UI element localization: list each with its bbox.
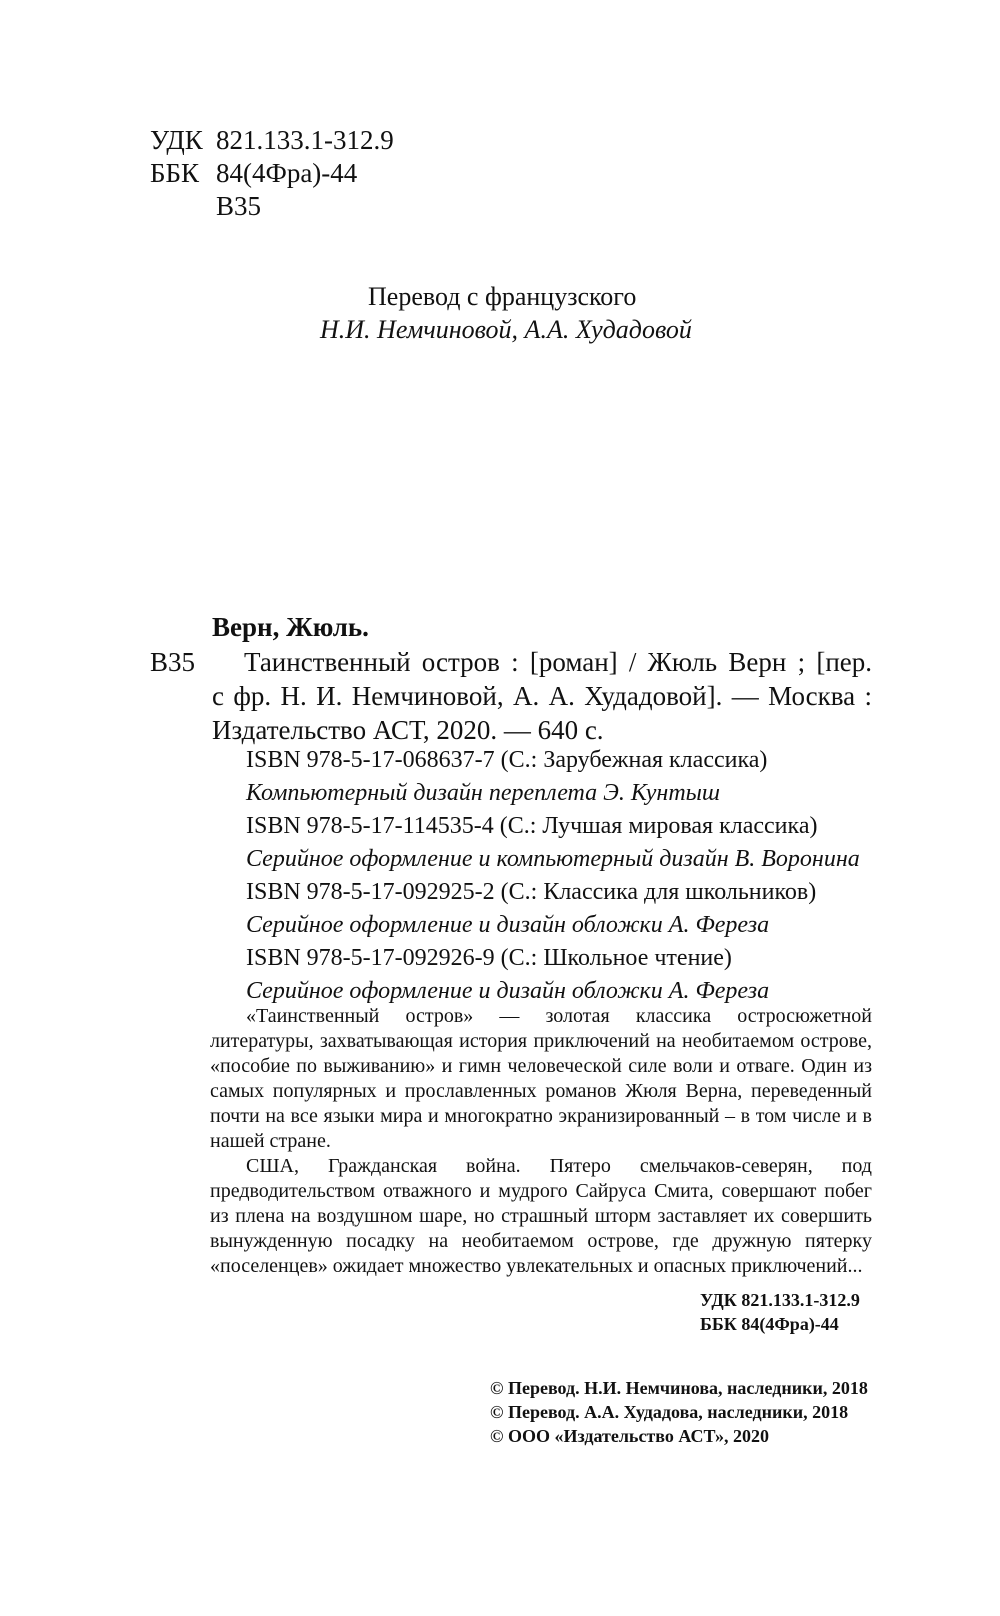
udk-value: 821.133.1-312.9 [216,125,394,155]
author-heading: Верн, Жюль. [212,612,369,642]
isbn-1: ISBN 978-5-17-068637-7 (С.: Зарубежная классика) [246,747,768,773]
bib-line-3: Издательство АСТ, 2020. — 640 с. [212,715,604,745]
bbk-label: ББК [150,158,200,188]
udk-top [150,124,394,157]
bib-line-1: Таинственный остров : [роман] / Жюль Верн ; [пер. [244,647,872,677]
bbk-value: 84(4Фра)-44 [216,158,358,188]
isbn-1-credit: Компьютерный дизайн переплета Э. Кунтыш [246,780,721,806]
annotation-paragraph-1: «Таинственный остров» — золотая классика остросюжетной литературы, захватывающая история приключений на необитаемом острове, «пособие по выживанию» и гимн человеческой силе воли и отваге. Один из самых популярных и прославленных романов Жюля Верна, переведенный почти на все языки мира и многократно экранизированный – в том числе и в нашей стране. [210,1005,872,1152]
isbn-2: ISBN 978-5-17-114535-4 (С.: Лучшая мировая классика) [246,813,818,839]
isbn-3-credit: Серийное оформление и дизайн обложки А. Фереза [246,912,770,938]
annotation-paragraph-2: США, Гражданская война. Пятеро смельчаков-северян, под предводительством отважного и мудрого Сайруса Смита, совершают побег из плена на воздушном шаре, но страшный шторм заставляет их совершить вынужденную посадку на необитаемом острове, где дружную пятерку «поселенцев» ожидает множество увлекательных и опасных приключений... [210,1155,872,1277]
isbn-4-credit: Серийное оформление и дизайн обложки А. Фереза [246,978,770,1004]
translation-line: Перевод с французского [368,282,637,311]
udk-label: УДК [150,125,203,155]
annotation [210,1004,872,1279]
bbk-top [150,157,357,190]
isbn-2-credit: Серийное оформление и компьютерный дизайн В. Воронина [246,846,860,872]
copyright-2: © Перевод. А.А. Худадова, наследники, 2018 [490,1402,849,1422]
isbn-block [246,744,860,1008]
author-mark: В35 [150,647,196,677]
copyright-1: © Перевод. Н.И. Немчинова, наследники, 2018 [490,1378,868,1398]
bib-line-2: с фр. Н. И. Немчиновой, А. А. Худадовой]. — Москва : [212,681,872,711]
bbk-bottom: ББК 84(4Фра)-44 [700,1314,839,1334]
author-mark-top: В35 [216,191,262,221]
isbn-4: ISBN 978-5-17-092926-9 (С.: Школьное чтение) [246,945,732,971]
udk-bottom: УДК 821.133.1-312.9 [700,1290,860,1310]
copyright-3: © ООО «Издательство АСТ», 2020 [490,1426,770,1446]
isbn-3: ISBN 978-5-17-092925-2 (С.: Классика для школьников) [246,879,817,905]
translators: Н.И. Немчиновой, А.А. Худадовой [320,315,692,344]
